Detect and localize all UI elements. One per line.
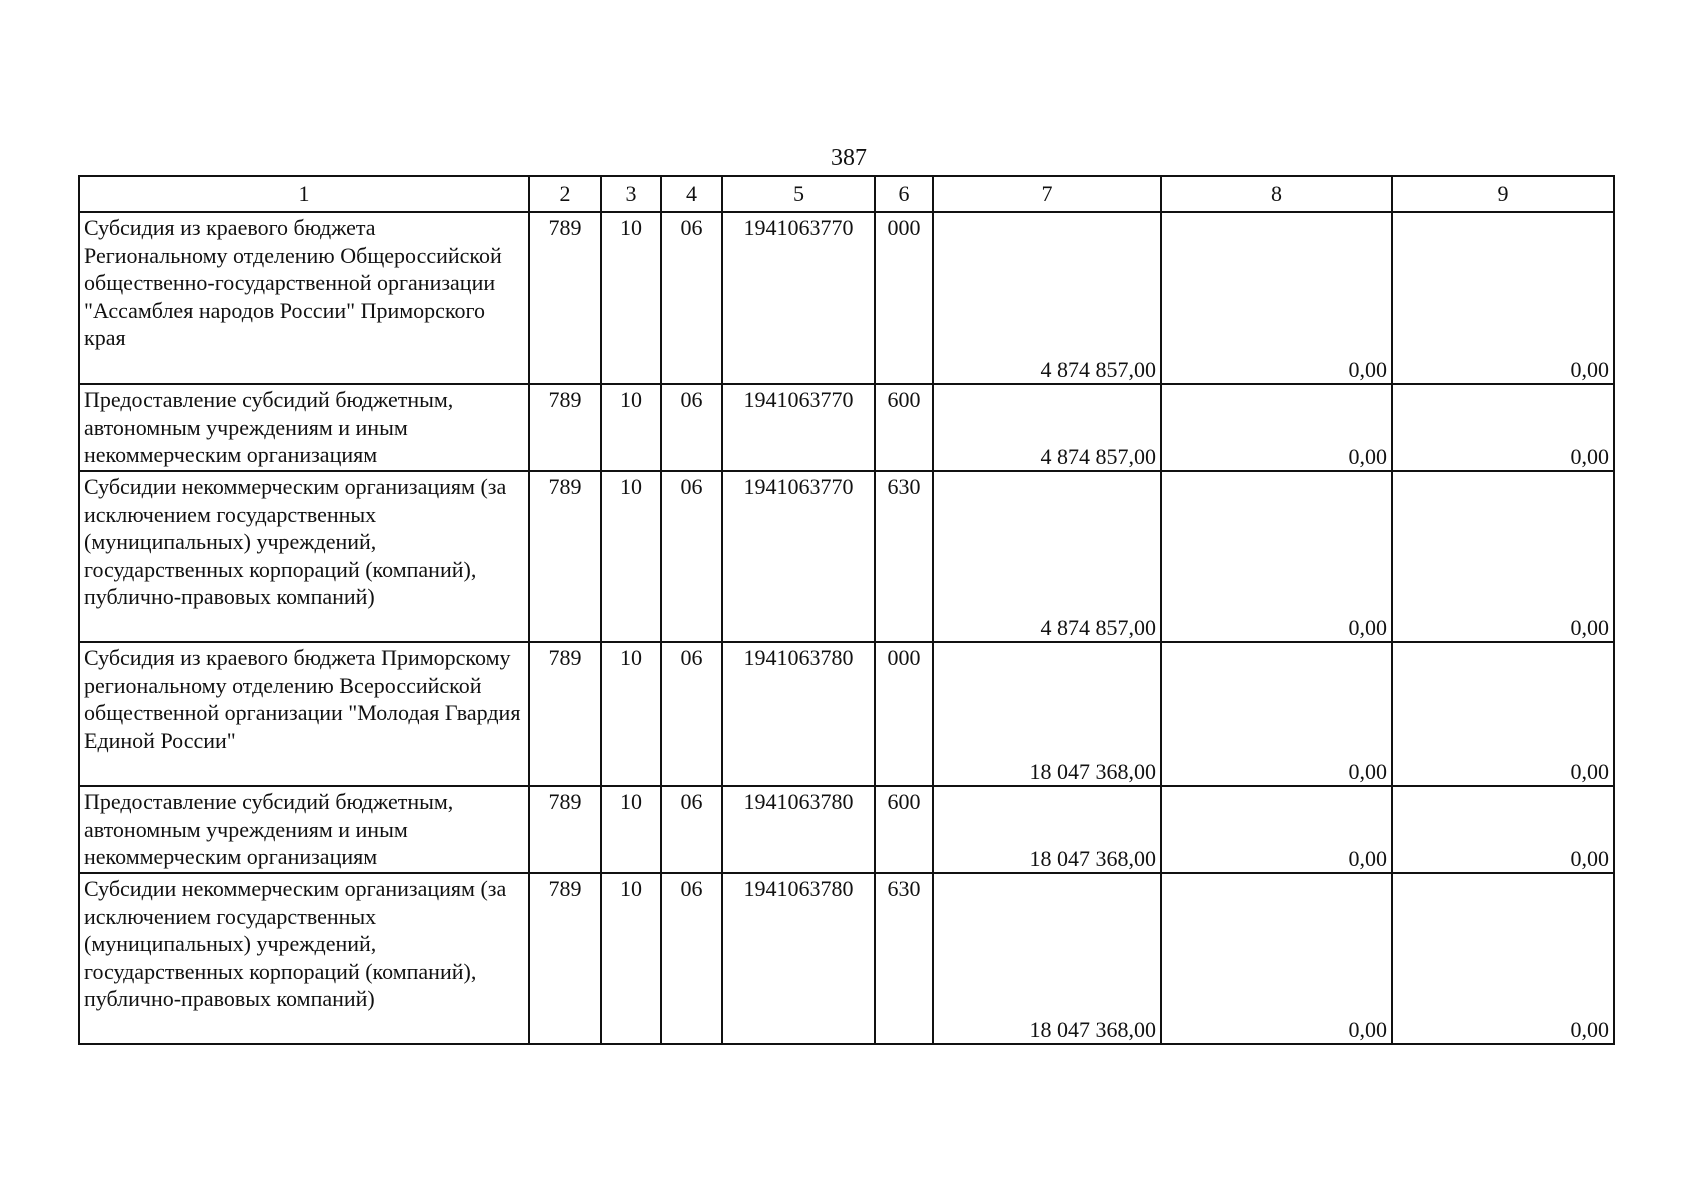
row-description: Предоставление субсидий бюджетным, автономным учреждениям и иным некоммерческим организациям	[79, 786, 529, 873]
row-amount-9: 0,00	[1392, 786, 1614, 873]
row-amount-7: 18 047 368,00	[933, 642, 1161, 786]
row-code-5: 1941063770	[722, 471, 875, 642]
row-code-2: 789	[529, 786, 601, 873]
row-amount-8: 0,00	[1161, 642, 1392, 786]
row-amount-8: 0,00	[1161, 873, 1392, 1044]
row-amount-9: 0,00	[1392, 212, 1614, 384]
row-description: Субсидия из краевого бюджета Приморскому региональному отделению Всероссийской общественной организации "Молодая Гвардия Единой России"	[79, 642, 529, 786]
row-code-3: 10	[601, 384, 661, 471]
table-row	[79, 873, 1614, 1044]
row-amount-8: 0,00	[1161, 384, 1392, 471]
row-code-4: 06	[661, 212, 722, 384]
row-code-2: 789	[529, 384, 601, 471]
row-code-5: 1941063780	[722, 642, 875, 786]
column-header-2: 2	[529, 176, 601, 212]
row-amount-7: 18 047 368,00	[933, 873, 1161, 1044]
page-number: 387	[831, 145, 867, 171]
row-code-4: 06	[661, 642, 722, 786]
row-code-4: 06	[661, 873, 722, 1044]
row-amount-7: 18 047 368,00	[933, 786, 1161, 873]
row-code-5: 1941063770	[722, 384, 875, 471]
row-code-6: 630	[875, 471, 933, 642]
row-code-2: 789	[529, 471, 601, 642]
table-row	[79, 471, 1614, 642]
row-code-2: 789	[529, 642, 601, 786]
table-row	[79, 384, 1614, 471]
row-amount-8: 0,00	[1161, 212, 1392, 384]
budget-table	[78, 175, 1615, 1045]
column-header-4: 4	[661, 176, 722, 212]
row-amount-8: 0,00	[1161, 471, 1392, 642]
row-code-4: 06	[661, 384, 722, 471]
row-code-6: 600	[875, 786, 933, 873]
row-description: Предоставление субсидий бюджетным, автономным учреждениям и иным некоммерческим организациям	[79, 384, 529, 471]
column-header-9: 9	[1392, 176, 1614, 212]
row-code-4: 06	[661, 471, 722, 642]
column-header-3: 3	[601, 176, 661, 212]
table-row	[79, 642, 1614, 786]
row-code-6: 000	[875, 642, 933, 786]
row-code-2: 789	[529, 212, 601, 384]
table-row	[79, 786, 1614, 873]
row-code-3: 10	[601, 212, 661, 384]
row-code-5: 1941063770	[722, 212, 875, 384]
row-code-5: 1941063780	[722, 873, 875, 1044]
row-code-3: 10	[601, 471, 661, 642]
header-row	[79, 176, 1614, 212]
row-code-5: 1941063780	[722, 786, 875, 873]
row-amount-9: 0,00	[1392, 384, 1614, 471]
row-code-3: 10	[601, 786, 661, 873]
column-header-5: 5	[722, 176, 875, 212]
row-code-6: 600	[875, 384, 933, 471]
row-description: Субсидия из краевого бюджета Региональному отделению Общероссийской общественно-государственной организации "Ассамблея народов России" Приморского края	[79, 212, 529, 384]
row-code-3: 10	[601, 642, 661, 786]
row-amount-9: 0,00	[1392, 642, 1614, 786]
row-description: Субсидии некоммерческим организациям (за исключением государственных (муниципальных) учреждений, государственных корпораций (компаний), публично-правовых компаний)	[79, 471, 529, 642]
column-header-7: 7	[933, 176, 1161, 212]
row-amount-7: 4 874 857,00	[933, 212, 1161, 384]
row-amount-7: 4 874 857,00	[933, 471, 1161, 642]
row-description: Субсидии некоммерческим организациям (за исключением государственных (муниципальных) учреждений, государственных корпораций (компаний), публично-правовых компаний)	[79, 873, 529, 1044]
table-row	[79, 212, 1614, 384]
row-amount-9: 0,00	[1392, 873, 1614, 1044]
row-amount-9: 0,00	[1392, 471, 1614, 642]
row-code-2: 789	[529, 873, 601, 1044]
row-code-6: 000	[875, 212, 933, 384]
row-code-3: 10	[601, 873, 661, 1044]
column-header-6: 6	[875, 176, 933, 212]
row-code-6: 630	[875, 873, 933, 1044]
row-amount-8: 0,00	[1161, 786, 1392, 873]
column-header-8: 8	[1161, 176, 1392, 212]
row-amount-7: 4 874 857,00	[933, 384, 1161, 471]
column-header-1: 1	[79, 176, 529, 212]
row-code-4: 06	[661, 786, 722, 873]
